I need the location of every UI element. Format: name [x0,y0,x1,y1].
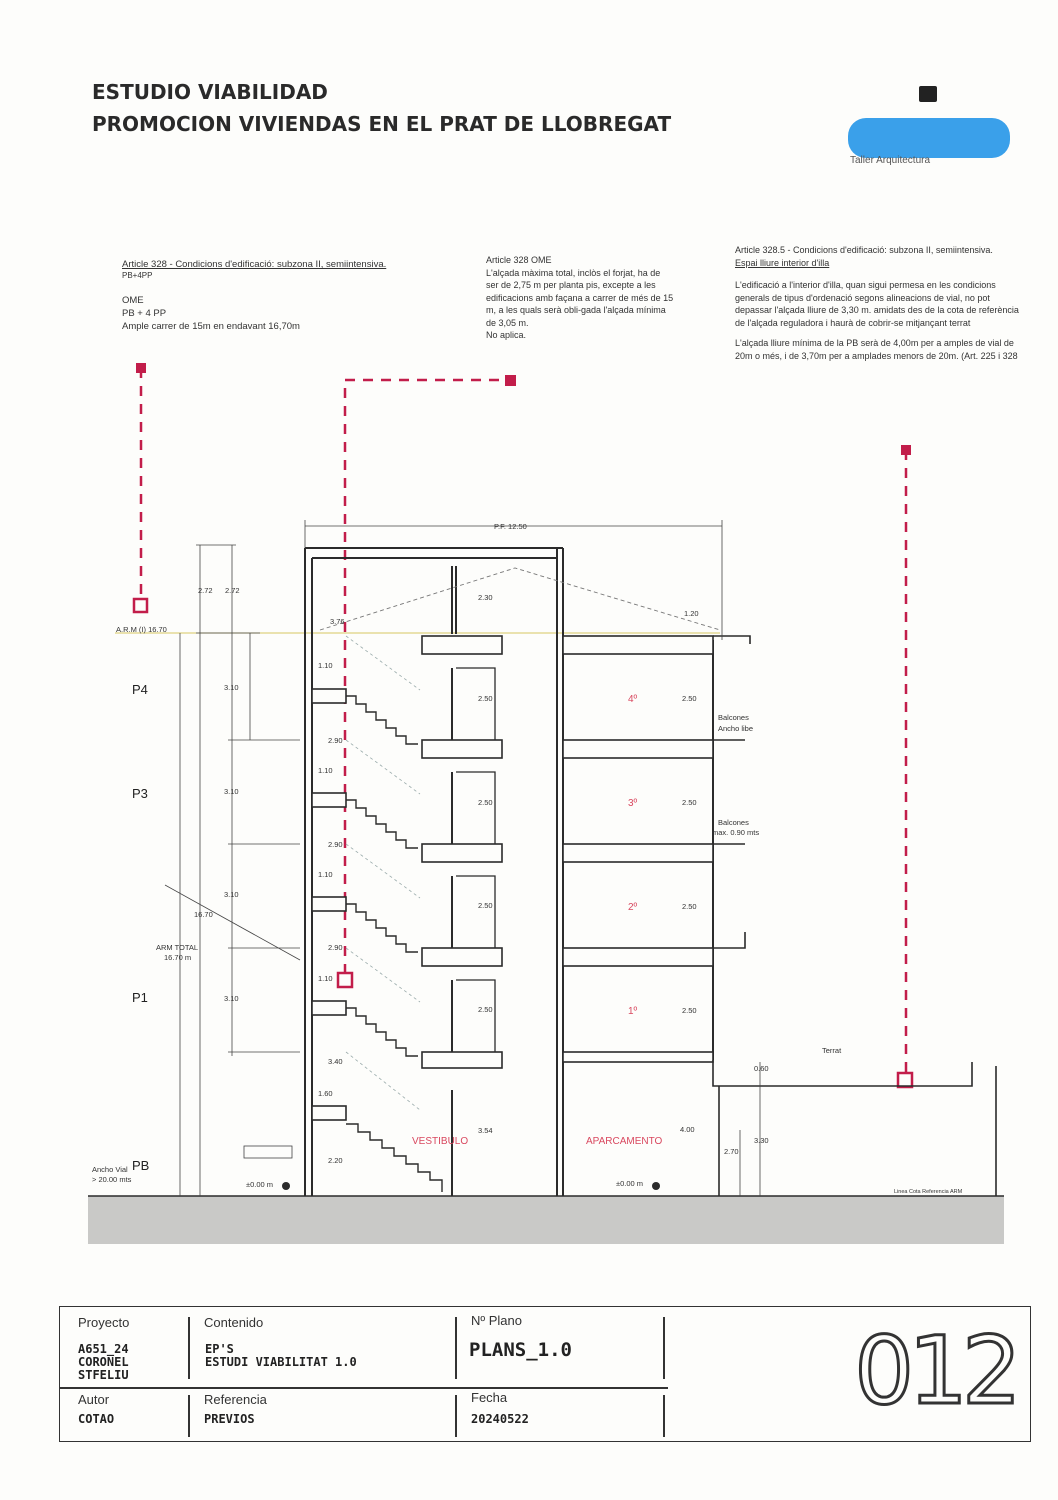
dim-pf: P.F. 12.50 [494,522,527,531]
dim-s110d: 1.10 [318,974,333,983]
stair-hidden-lines [346,636,420,1110]
dim-r250b: 2.50 [682,798,697,807]
plano-label: Nº Plano [471,1313,522,1328]
regulatory-points [134,599,912,1087]
floor-label-p1: P1 [132,990,148,1005]
room-label-4: 4º [628,694,638,705]
tb-divider-v4 [455,1395,457,1437]
dim-310b: 3.10 [224,787,239,796]
room-label-vestibulo: VESTIBULO [412,1136,469,1147]
label-balcones-2: Balcones [718,818,749,827]
label-linea-cota: Linea Cota Referencia ARM [894,1189,963,1195]
label-balcones-2b: max. 0.90 mts [712,828,760,837]
fecha-label: Fecha [471,1390,508,1405]
dim-s110b: 1.10 [318,766,333,775]
contenido-label: Contenido [204,1315,264,1330]
label-zero-2: ±0.00 m [616,1179,644,1188]
referencia-value: PREVIOS [204,1412,255,1426]
floor-label-p3: P3 [132,786,148,801]
dim-r250d: 2.50 [682,1006,697,1015]
note-center-body: L'alçada màxima total, inclòs el forjat, ha de ser de 2,75 m per planta pis, excepte a les edificacions amb façana a carrer de més de 15 m, a les quals serà obli-gada l'alçada mínima de 3,05 m. [486,267,674,328]
logo-caption: Taller Arquitectura [850,155,931,166]
dim-270: 2.70 [724,1147,739,1156]
note-left-title: Article 328 - Condicions d'edificació: subzona II, semiintensiva. [122,259,387,270]
proyecto-label: Proyecto [78,1315,130,1330]
note-right-p2: L'alçada lliure mínima de la PB serà de 4,00m per a amples de vial de 20m o més, i de 3,70m per a amplades menors de 20m. (Art. 225 i 328 [735,338,1018,361]
dim-s340: 3.40 [328,1057,343,1066]
stairs [346,696,442,1192]
study-title: ESTUDIO VIABILIDAD [92,80,328,104]
note-center-last: No aplica. [486,330,527,340]
dim-310d: 3.10 [224,994,239,1003]
dim-s290a: 2.90 [328,736,343,745]
dim-c354: 3.54 [478,1126,493,1135]
regulatory-lines [141,368,906,1074]
autor-label: Autor [78,1392,110,1407]
fecha-value: 20240522 [471,1412,529,1426]
floor-label-pb: PB [132,1158,150,1173]
dim-s376: 3.76 [330,617,345,626]
tb-divider-h [60,1387,668,1389]
note-box [244,1146,292,1158]
floor-label-p4: P4 [132,682,148,697]
dim-s110c: 1.10 [318,870,333,879]
label-ancho-vial: Ancho Vial [92,1165,128,1174]
tb-divider-v3 [455,1317,457,1379]
label-balcones-1b: Ancho libe [718,724,754,733]
dim-s290b: 2.90 [328,840,343,849]
sheet-number: 012 [854,1317,1016,1426]
dim-arm-total: ARM TOTAL [156,943,199,952]
dim-272b: 2.72 [225,586,240,595]
roof-envelope [320,568,720,630]
dim-r120: 1.20 [684,609,699,618]
tb-divider-v6 [663,1395,665,1437]
label-zero-1: ±0.00 m [246,1180,274,1189]
note-left-line2: PB + 4 PP [122,308,167,319]
referencia-label: Referencia [204,1392,267,1407]
dim-arm-total-value: 16.70 m [164,953,192,962]
dim-1670: 16.70 [194,910,213,919]
room-label-aparcamento: APARCAMENTO [586,1136,663,1147]
dim-s110a: 1.10 [318,661,333,670]
room-label-2: 2º [628,902,638,913]
plano-value: PLANS_1.0 [469,1339,572,1361]
label-terrat: Terrat [822,1046,842,1055]
note-left-sub: PB+4PP [122,271,153,280]
note-right-p1: L'edificació a l'interior d'illa, quan sigui permesa en les condicions generals de tipus d'ordenació segons alineacions de vial, no pot depassar l'alçada lliure de 3,30 m. amidats des de la cota de referència de l'alçada reguladora i haurà de cobrir-se mitjançant terrat [735,280,1019,328]
note-center-title: Article 328 OME [486,255,552,265]
label-ancho-vial-value: > 20.00 mts [92,1175,132,1184]
dim-272a: 2.72 [198,586,213,595]
dim-r400: 4.00 [680,1125,695,1134]
project-title: PROMOCION VIVIENDAS EN EL PRAT DE LLOBREGAT [92,112,672,136]
dim-arm-top: A.R.M (I) 16.70 [116,625,167,634]
note-right-sub: Espai lliure interior d'illa [735,257,830,268]
dim-s290c: 2.90 [328,943,343,952]
note-left-line3: Ample carrer de 15m en endavant 16,70m [122,321,300,332]
note-right-title: Article 328.5 - Condicions d'edificació: subzona II, semiintensiva. [735,245,993,255]
tb-divider-v2 [188,1395,190,1437]
dim-310a: 3.10 [224,683,239,692]
autor-value: COTAO [78,1412,115,1426]
proyecto-value: A651_24 CORONEL STFELIU [78,1342,129,1382]
dim-c250c: 2.50 [478,901,493,910]
title-block [59,1306,1031,1442]
dim-s220: 2.20 [328,1156,343,1165]
tb-divider-v1 [188,1317,190,1379]
room-label-3: 3º [628,798,638,809]
floor-slabs [312,636,713,1120]
dim-060: 0.60 [754,1064,769,1073]
dim-c250d: 2.50 [478,1005,493,1014]
dim-c250a: 2.50 [478,694,493,703]
contenido-value: EP'S ESTUDI VIABILITAT 1.0 [205,1342,357,1369]
dim-r250c: 2.50 [682,902,697,911]
room-label-1: 1º [628,1006,638,1017]
tb-divider-v5 [663,1317,665,1379]
dim-c250b: 2.50 [478,798,493,807]
label-balcones-1: Balcones [718,713,749,722]
dim-c230: 2.30 [478,593,493,602]
ground-fill [88,1196,1004,1244]
dim-330: 3.30 [754,1136,769,1145]
note-left-line1: OME [122,295,144,306]
dim-r250a: 2.50 [682,694,697,703]
balconies [713,636,996,1196]
dim-s160: 1.60 [318,1089,333,1098]
dim-310c: 3.10 [224,890,239,899]
level-markers [282,1182,660,1190]
regulatory-markers [136,363,911,455]
